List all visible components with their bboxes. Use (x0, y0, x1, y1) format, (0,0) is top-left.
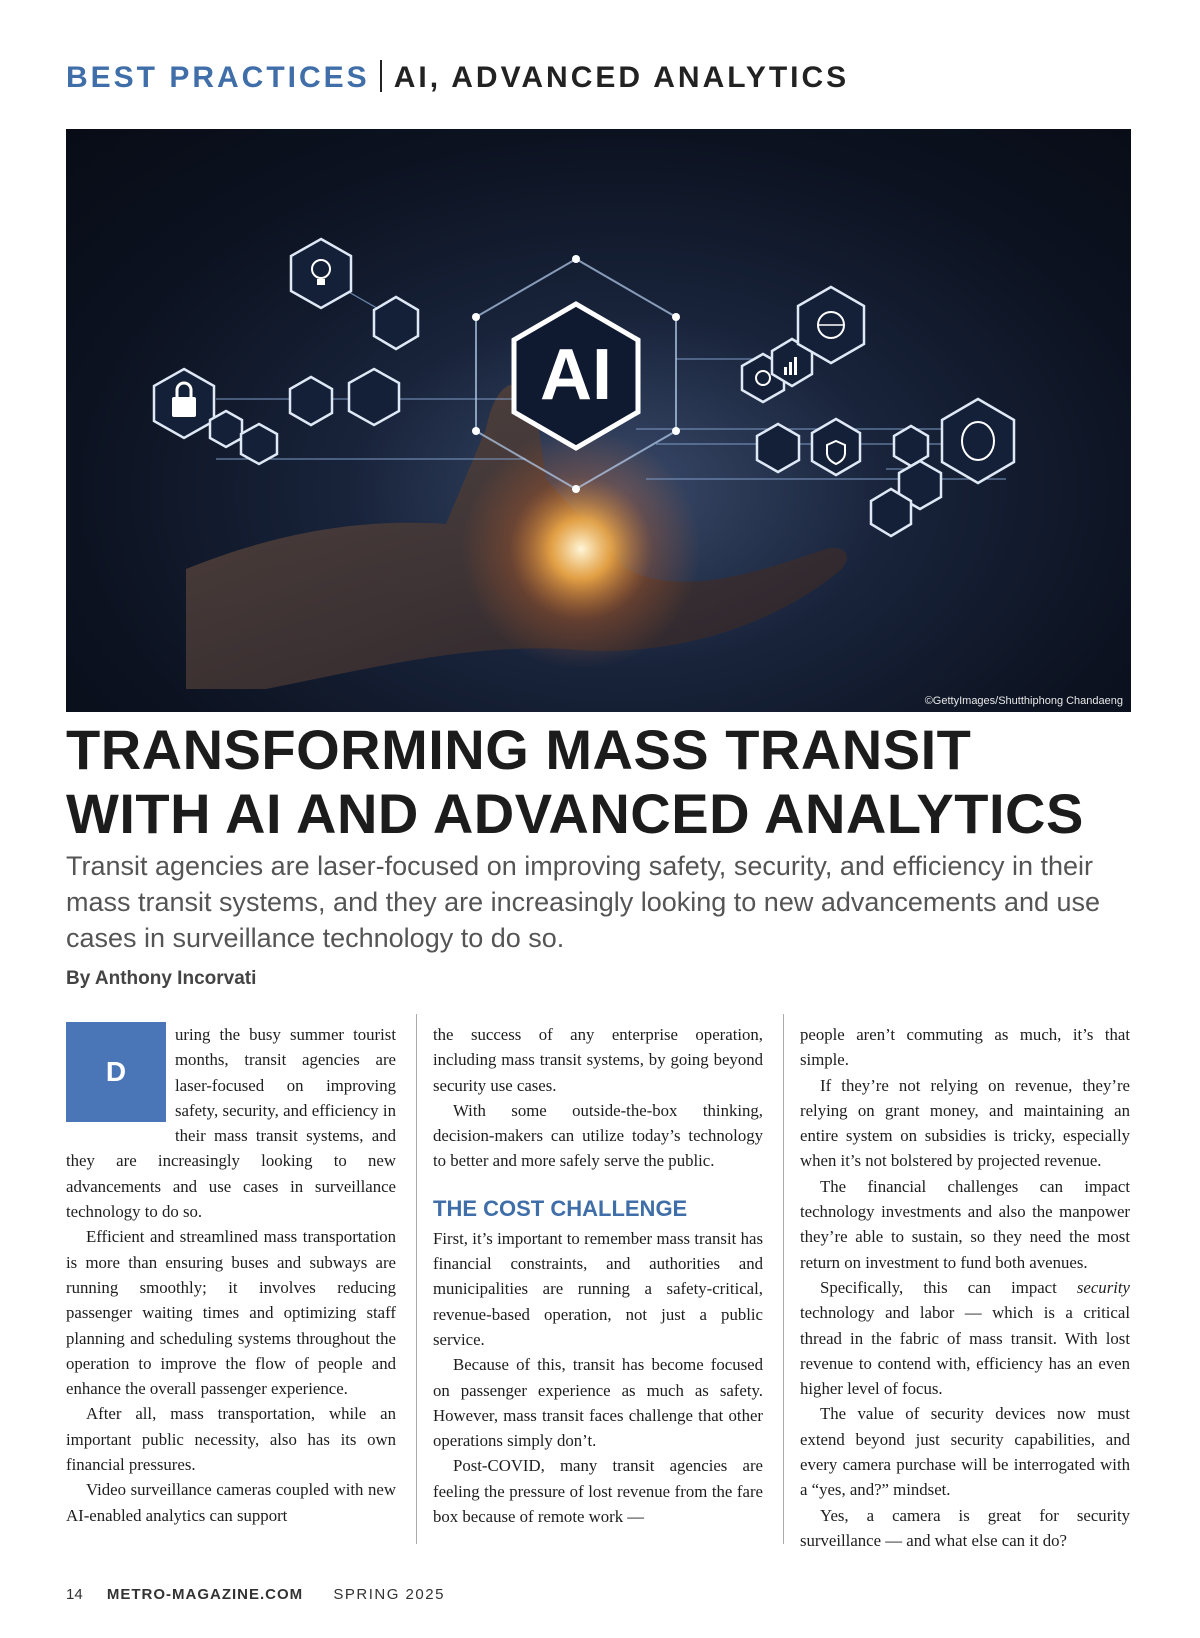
ai-label: AI (540, 335, 612, 415)
paragraph: First, it’s important to remember mass transit has financial constraints, and authorities and municipalities are running a safety-critical, revenue-based operation, not just a public service. (433, 1228, 763, 1349)
paragraph: Efficient and streamlined mass transportation is more than ensuring buses and subways are running smoothly; it involves reducing passenger waiting times and optimizing staff planning and scheduling systems throughout the operation to improve the flow of people and enhance the overall passenger experience. (66, 1227, 396, 1399)
kicker-divider (380, 60, 382, 92)
lightbulb-icon (291, 239, 351, 308)
column-rule (416, 1014, 417, 1544)
article-headline (66, 718, 1146, 846)
cloud-upload-icon (349, 369, 399, 425)
paragraph: people aren’t commuting as much, it’s that simple. (800, 1025, 1130, 1070)
bank-icon (290, 377, 332, 425)
page-footer (66, 1586, 445, 1603)
gears-icon (757, 424, 799, 472)
issue-date: SPRING 2025 (333, 1586, 445, 1603)
lock-body (172, 397, 196, 417)
hero-image (66, 129, 1131, 712)
photo-credit: ©GettyImages/Shutthiphong Chandaeng (924, 695, 1123, 707)
byline: By Anthony Incorvati (66, 968, 257, 989)
section-kicker (66, 60, 849, 95)
page-number: 14 (66, 1586, 83, 1603)
paragraph: Video surveillance cameras coupled with new AI-enabled analytics can support (66, 1480, 396, 1525)
paragraph: With some outside-the-box thinking, decision-makers can utilize today’s technology to better and more safely serve the public. (433, 1100, 763, 1171)
magnifier-icon (241, 424, 277, 464)
paragraph: The value of security devices now must extend beyond just security capabilities, and every camera purchase will be interrogated with a “yes, and?” mindset. (800, 1404, 1130, 1500)
brain-icon (942, 399, 1014, 483)
glow-orb (461, 429, 701, 669)
paragraph: the success of any enterprise operation, including mass transit systems, by going beyond security use cases. (433, 1025, 763, 1095)
paragraph: Because of this, transit has become focused on passenger experience as much as safety. However, mass transit faces challenge that other operations simply don’t. (433, 1355, 763, 1451)
paragraph: Specifically, this can impact security technology and labor — which is a critical thread in the fabric of mass transit. With lost revenue to contend with, efficiency has an even higher level of focus. (800, 1277, 1130, 1399)
paragraph: If they’re not relying on revenue, they’re relying on grant money, and maintaining an entire system on subsidies is tricky, especially when it’s not bolstered by projected revenue. (800, 1075, 1130, 1171)
site-link[interactable]: METRO-MAGAZINE.COM (106, 1586, 304, 1603)
paragraph: D uring the busy summer tourist months, transit agencies are laser-focused on improving safety, security, and efficiency in their mass transit systems, and they are increasingly looking to new advancements and use cases in surveillance technology to do so. (66, 1022, 396, 1224)
shield-icon (812, 419, 860, 475)
drop-cap: D (66, 1022, 166, 1122)
article-column-2 (433, 1022, 763, 1529)
headline-line-2: WITH AI AND ADVANCED ANALYTICS (66, 782, 1084, 845)
handshake-icon-2 (871, 489, 911, 536)
section-label: BEST PRACTICES (66, 61, 370, 94)
column-rule (783, 1014, 784, 1544)
article-column-1 (66, 1022, 396, 1528)
article-dek: Transit agencies are laser-focused on improving safety, security, and efficiency in their mass transit systems, and they are increasingly looking to new advancements and use cases in surveillance technology to do so. (66, 851, 1101, 953)
headline-line-1: TRANSFORMING MASS TRANSIT (66, 718, 972, 781)
handshake-icon (210, 411, 242, 447)
article-column-3 (800, 1022, 1130, 1553)
hero-illustration (66, 129, 1131, 712)
section-subhead: THE COST CHALLENGE (433, 1195, 688, 1221)
paragraph: After all, mass transportation, while an important public necessity, also has its own financial pressures. (66, 1404, 396, 1475)
paragraph: Post-COVID, many transit agencies are feeling the pressure of lost revenue from the fare box because of remote work — (433, 1456, 763, 1527)
laptop-icon (374, 297, 418, 349)
dollar-icon (894, 426, 928, 466)
paragraph: The financial challenges can impact technology investments and also the manpower they’re able to sustain, so they need the most return on investment to fund both avenues. (800, 1176, 1130, 1272)
topic-label: AI, ADVANCED ANALYTICS (393, 61, 850, 94)
paragraph: Yes, a camera is great for security surveillance — and what else can it do? (800, 1505, 1130, 1550)
